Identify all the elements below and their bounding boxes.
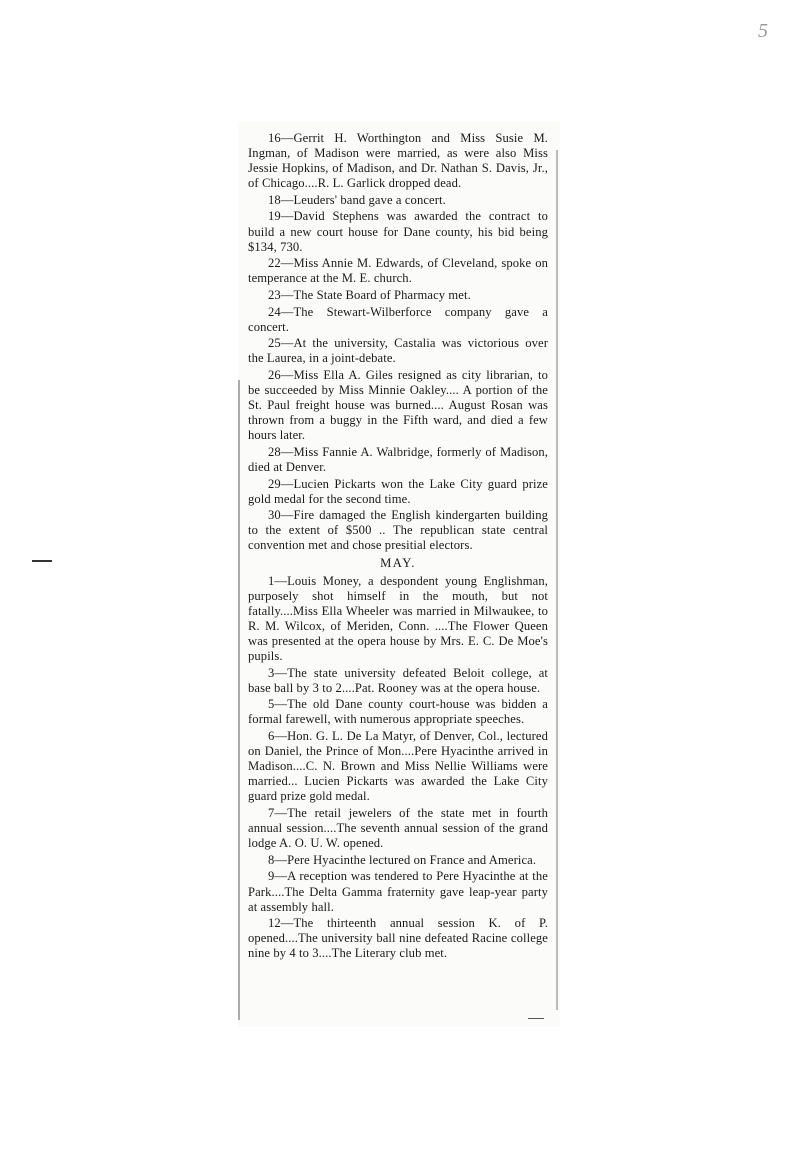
entry-may-7: 7—The retail jewelers of the state met in fourth annual session....The seventh annual session of the grand lodge A. O. U. W. opened.: [248, 806, 548, 851]
entry-may-3: 3—The state university defeated Beloit college, at base ball by 3 to 2....Pat. Rooney was at the opera house.: [248, 665, 548, 695]
bottom-mark: [528, 1018, 544, 1019]
entry-may-5: 5—The old Dane county court-house was bidden a formal farewell, with numerous appropriate speeches.: [248, 697, 548, 727]
month-heading-may: MAY.: [380, 555, 416, 570]
entry-may-6: 6—Hon. G. L. De La Matyr, of Denver, Col., lectured on Daniel, the Prince of Mon....Pere Hyacinthe arrived in Madison....C. N. Brown and Miss Nellie Williams were married... Lucien Pickarts was awarded the Lake City guard prize gold medal.: [248, 729, 548, 804]
entry-apr-29: 29—Lucien Pickarts won the Lake City guard prize gold medal for the second time.: [248, 476, 548, 506]
entry-apr-18: 18—Leuders' band gave a concert.: [268, 192, 446, 207]
entry-apr-25: 25—At the university, Castalia was victorious over the Laurea, in a joint-debate.: [248, 336, 548, 366]
entry-apr-16: 16—Gerrit H. Worthington and Miss Susie M. Ingman, of Madison were married, as were also Miss Jessie Hopkins, of Madison, and Dr. Nathan S. Davis, Jr., of Chicago....R. L. Garlick dropped dead.: [248, 131, 548, 191]
entry-may-9: 9—A reception was tendered to Pere Hyacinthe at the Park....The Delta Gamma fraternity gave leap-year party at assembly hall.: [248, 869, 548, 914]
entry-apr-23: 23—The State Board of Pharmacy met.: [268, 287, 471, 302]
entry-apr-19: 19—David Stephens was awarded the contract to build a new court house for Dane county, his bid being $134, 730.: [248, 209, 548, 254]
entry-may-1: 1—Louis Money, a despondent young Englishman, purposely shot himself in the mouth, but not fatally....Miss Ella Wheeler was married in Milwaukee, to R. M. Wilcox, of Meriden, Conn. ....The Flower Queen was presented at the opera house by Mrs. E. C. De Moe's pupils.: [248, 573, 548, 664]
clipping-left-edge: [238, 380, 240, 1020]
chronology-column: [248, 131, 548, 963]
may-section: [248, 574, 548, 962]
entry-may-8: 8—Pere Hyacinthe lectured on France and America.: [268, 852, 537, 867]
april-section: [248, 131, 548, 554]
entry-apr-22: 22—Miss Annie M. Edwards, of Cleveland, spoke on temperance at the M. E. church.: [248, 256, 548, 286]
margin-dash: [32, 560, 52, 562]
entry-apr-28: 28—Miss Fannie A. Walbridge, formerly of Madison, died at Denver.: [248, 444, 548, 474]
entry-apr-24: 24—The Stewart-Wilberforce company gave a concert.: [248, 304, 548, 334]
page-number-mark: 5: [758, 20, 768, 42]
entry-apr-26: 26—Miss Ella A. Giles resigned as city librarian, to be succeeded by Miss Minnie Oakley.... A portion of the St. Paul freight house was burned.... August Rosan was thrown from a buggy in the Fifth ward, and died a few hours later.: [248, 367, 548, 443]
entry-may-12: 12—The thirteenth annual session K. of P. opened....The university ball nine defeated Racine college nine by 4 to 3....The Literary club met.: [248, 916, 548, 961]
entry-apr-30: 30—Fire damaged the English kindergarten building to the extent of $500 .. The republican state central convention met and chose presitial electors.: [248, 508, 548, 553]
clipping-right-edge: [556, 150, 558, 1010]
